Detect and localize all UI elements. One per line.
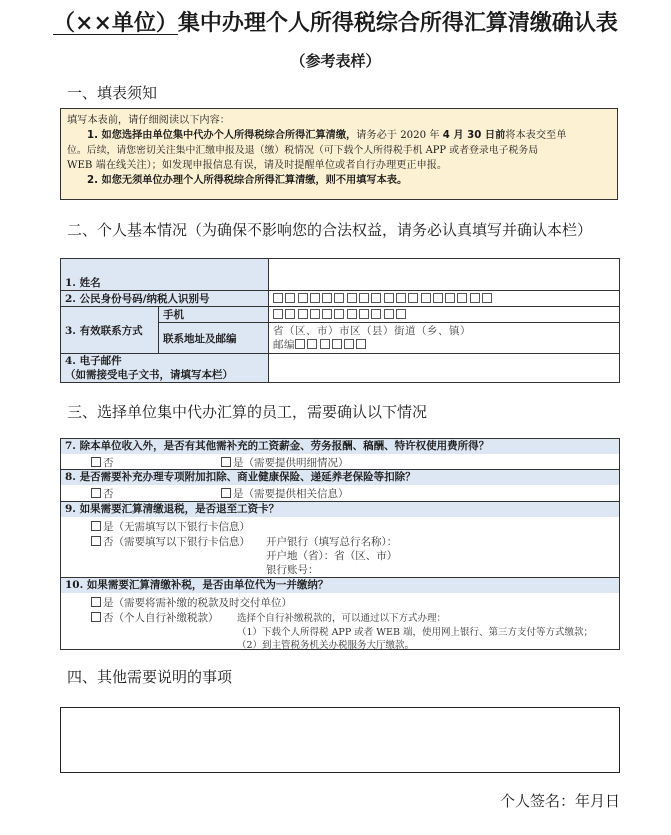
digit-box[interactable] [273,309,283,319]
section2-heading: 二、个人基本情况（为确保不影响您的合法权益，请务必认真填写并确认本栏） [67,221,593,239]
id-label: 2. 公民身份号码/纳税人识别号 [61,291,269,307]
q10-no-label: 否（个人自行补缴税款） [103,612,219,624]
q9-question: 9. 如果需要汇算清缴退税，是否退至工资卡？ [61,501,619,517]
title-main: 集中办理个人所得税综合所得汇算清缴确认表 [177,10,618,36]
section3-heading: 三、选择单位集中代办汇算的员工，需要确认以下情况 [67,403,428,421]
address-label: 联系地址及邮编 [159,323,269,354]
q9-no-option[interactable] [91,534,250,549]
q8-yes-label: 是（需要提供相关信息） [233,488,349,500]
q10-question: 10. 如果需要汇算清缴补税，是否由单位代为一并缴纳？ [61,577,619,593]
digit-box[interactable] [322,293,332,303]
name-label: 1. 姓名 [61,259,269,291]
q9-no-label: 否（需要填写以下银行卡信息） [103,536,250,548]
phone-boxes[interactable] [269,307,620,323]
confirmation-table [60,438,620,650]
digit-box[interactable] [347,309,357,319]
page-title [0,6,671,37]
digit-box[interactable] [359,293,369,303]
q8-no-option[interactable] [91,486,114,501]
checkbox-icon[interactable] [91,457,101,467]
email-label-cell [61,354,269,383]
postcode-boxes[interactable] [295,339,369,351]
item2-bold: 2. 如您无须单位办理个人所得税综合所得汇算清缴，则不用填写本表。 [87,175,408,186]
section4-heading: 四、其他需要说明的事项 [67,668,233,686]
q8-no-label: 否 [103,488,114,500]
digit-box[interactable] [332,339,342,349]
postcode-row [273,338,615,352]
digit-box[interactable] [470,293,480,303]
q10-options [61,593,619,649]
instructions-intro: 填写本表前，请仔细阅读以下内容： [67,115,230,126]
digit-box[interactable] [298,309,308,319]
digit-box[interactable] [356,339,366,349]
item1-deadline: 4 月 30 日前 [442,130,506,141]
instructions-item2 [67,173,611,188]
digit-box[interactable] [334,309,344,319]
digit-box[interactable] [295,339,305,349]
email-note: （如需接受电子文书，请填写本栏） [65,369,233,381]
item1-text-end: 将本表交至单 [505,130,567,141]
postcode-label: 邮编 [273,339,295,351]
item1-bold: 1. 如您选择由单位集中代办个人所得税综合所得汇算清缴， [87,130,357,141]
digit-box[interactable] [359,309,369,319]
address-field[interactable] [269,323,620,354]
digit-box[interactable] [384,309,394,319]
signature-date-line: 个人签名：年月日 [499,792,620,810]
checkbox-icon[interactable] [221,457,231,467]
digit-box[interactable] [310,309,320,319]
q10-note: 选择个自行补缴税款的，可以通过以下方式办理： [237,613,447,624]
q7-yes-label: 是（需要提供明细情况） [233,457,349,469]
item1-text: 请务必于 2020 年 [356,130,443,141]
digit-box[interactable] [445,293,455,303]
q9-yes-label: 是（无需填写以下银行卡信息） [103,521,250,533]
name-field[interactable] [269,259,620,291]
q10-no-option[interactable] [91,610,219,625]
digit-box[interactable] [371,309,381,319]
email-label: 4. 电子邮件 [65,355,122,367]
q8-options [61,485,619,501]
address-value: 省（区、市）市区（县）街道（乡、镇） [273,325,471,337]
phone-label: 手机 [159,307,269,323]
digit-box[interactable] [421,293,431,303]
instructions-item1-line3: WEB 端在线关注）；如发现申报信息有误，请及时提醒单位或者自行办理更正申报。 [67,160,448,171]
digit-box[interactable] [384,293,394,303]
page-subtitle: （参考表样） [290,52,381,70]
instructions-item1-line1 [67,128,611,143]
digit-box[interactable] [307,339,317,349]
q10-way1: （1）下载个人所得税 APP 或者 WEB 端，使用网上银行、第三方支付等方式缴款； [237,627,593,638]
checkbox-icon[interactable] [91,488,101,498]
section1-heading: 一、填表须知 [67,84,158,102]
digit-box[interactable] [273,293,283,303]
checkbox-icon[interactable] [91,521,101,531]
digit-box[interactable] [482,293,492,303]
digit-box[interactable] [298,293,308,303]
q10-yes-label: 是（需要将需补缴的税款及时交付单位） [103,597,292,609]
q10-yes-option[interactable] [91,595,292,610]
remarks-field[interactable] [60,707,620,773]
instructions-box [60,108,618,200]
contact-label: 3. 有效联系方式 [61,307,159,354]
instructions-item1-line2: 位。后续，请您密切关注集中汇缴申报及退（缴）税情况（可下载个人所得税手机 APP 或者登录电子税务局 [67,145,539,156]
digit-box[interactable] [371,293,381,303]
digit-box[interactable] [285,309,295,319]
q7-question: 7. 除本单位收入外，是否有其他需补充的工资薪金、劳务报酬、稿酬、特许权使用费所得？ [61,439,619,454]
checkbox-icon[interactable] [221,488,231,498]
q7-options [61,454,619,469]
q9-account-field[interactable]: 银行账号： [266,564,319,576]
q7-no-option[interactable] [91,455,114,470]
q10-way2: （2）到主管税务机关办税服务大厅缴款。 [237,640,415,651]
checkbox-icon[interactable] [91,536,101,546]
q9-bank-field[interactable]: 开户银行（填写总行名称）： [266,536,398,548]
q9-yes-option[interactable] [91,519,250,534]
digit-box[interactable] [408,293,418,303]
digit-box[interactable] [347,293,357,303]
digit-box[interactable] [457,293,467,303]
digit-box[interactable] [285,293,295,303]
digit-box[interactable] [433,293,443,303]
digit-box[interactable] [344,339,354,349]
q9-location-field[interactable]: 开户地（省）：省（区、市） [266,550,398,562]
id-number-boxes[interactable] [269,291,620,307]
q8-question: 8. 是否需要补充办理专项附加扣除、商业健康保险、递延养老保险等扣除？ [61,469,619,485]
digit-box[interactable] [322,309,332,319]
q7-no-label: 否 [103,457,114,469]
q8-yes-option[interactable] [221,486,349,501]
digit-box[interactable] [334,293,344,303]
checkbox-icon[interactable] [91,612,101,622]
q9-options [61,517,619,577]
personal-info-table [60,258,620,383]
digit-box[interactable] [396,309,406,319]
digit-box[interactable] [310,293,320,303]
title-unit-placeholder: （××单位） [53,10,178,36]
q7-yes-option[interactable] [221,455,349,470]
email-field[interactable] [269,354,620,383]
checkbox-icon[interactable] [91,597,101,607]
digit-box[interactable] [396,293,406,303]
digit-box[interactable] [320,339,330,349]
